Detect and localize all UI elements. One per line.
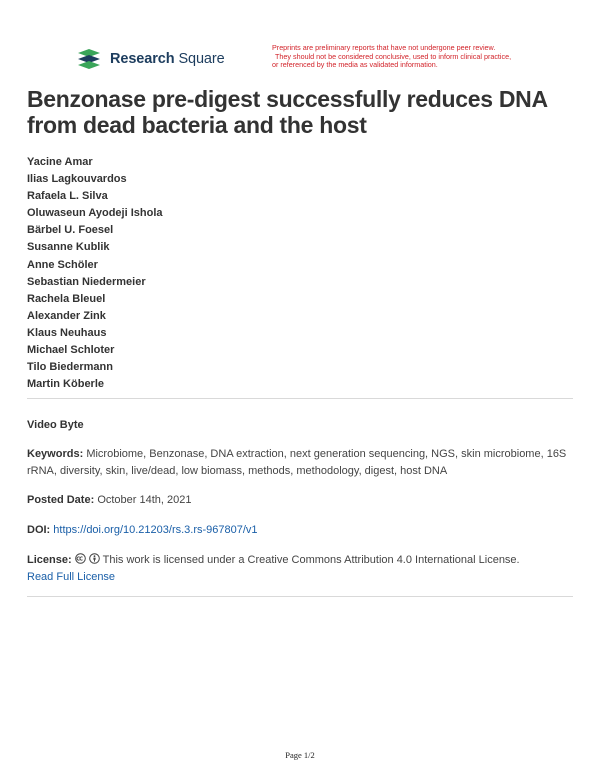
paper-title: Benzonase pre-digest successfully reduces DNA from dead bacteria and the host bbox=[27, 86, 547, 138]
section-label: Video Byte bbox=[27, 419, 84, 431]
doi-block bbox=[27, 522, 573, 539]
doi-link[interactable]: https://doi.org/10.21203/rs.3.rs-967807/v1 bbox=[53, 524, 258, 536]
logo-text-light: Square bbox=[178, 51, 225, 67]
disclaimer-line: Preprints are preliminary reports that have not undergone peer review. bbox=[272, 43, 496, 52]
posted-date-value: October 14th, 2021 bbox=[97, 494, 192, 506]
author-name: Rafaela L. Silva bbox=[27, 190, 108, 203]
read-full-license-link[interactable]: Read Full License bbox=[27, 571, 116, 583]
author-name: Klaus Neuhaus bbox=[27, 326, 107, 339]
license-block bbox=[27, 552, 573, 586]
logo-text-bold: Research bbox=[110, 51, 175, 67]
disclaimer-line: or referenced by the media as validated information. bbox=[272, 60, 438, 70]
divider-bottom bbox=[27, 596, 573, 597]
license-text: This work is licensed under a Creative Commons Attribution 4.0 International License. bbox=[102, 554, 520, 566]
author-name: Susanne Kublik bbox=[27, 241, 110, 254]
author-name: Martin Köberle bbox=[27, 378, 105, 391]
research-square-logo-icon bbox=[76, 48, 102, 70]
posted-date-block bbox=[27, 492, 573, 509]
preprint-disclaimer bbox=[272, 44, 572, 70]
keywords-block bbox=[27, 446, 573, 480]
page-header bbox=[0, 0, 600, 80]
creative-commons-icon bbox=[75, 553, 86, 564]
author-list bbox=[27, 154, 163, 393]
author-name: Sebastian Niedermeier bbox=[27, 275, 146, 288]
keywords-value: Microbiome, Benzonase, DNA extraction, next generation sequencing, NGS, skin microbiome, 16S rRNA, diversity, skin, live/dead, low biomass, methods, methodology, digest, host DNA bbox=[27, 448, 567, 477]
author-name: Rachela Bleuel bbox=[27, 292, 106, 305]
author-name: Bärbel U. Foesel bbox=[27, 224, 114, 237]
research-square-logo[interactable] bbox=[76, 48, 225, 70]
author-name: Michael Schloter bbox=[27, 344, 115, 357]
author-name: Anne Schöler bbox=[27, 258, 98, 271]
author-name: Tilo Biedermann bbox=[27, 361, 113, 374]
author-name: Oluwaseun Ayodeji Ishola bbox=[27, 207, 163, 220]
logo-text bbox=[110, 51, 225, 67]
divider-top bbox=[27, 398, 573, 399]
attribution-icon bbox=[89, 553, 100, 564]
posted-date-label: Posted Date: bbox=[27, 494, 95, 506]
license-label: License: bbox=[27, 554, 72, 566]
author-name: Yacine Amar bbox=[27, 156, 93, 168]
disclaimer-line: They should not be considered conclusive, used to inform clinical practice, bbox=[275, 51, 512, 61]
doi-label: DOI: bbox=[27, 524, 51, 536]
author-name: Ilias Lagkouvardos bbox=[27, 173, 127, 186]
keywords-label: Keywords: bbox=[27, 448, 84, 460]
author-name: Alexander Zink bbox=[27, 309, 106, 322]
page-number: Page 1/2 bbox=[285, 750, 315, 760]
